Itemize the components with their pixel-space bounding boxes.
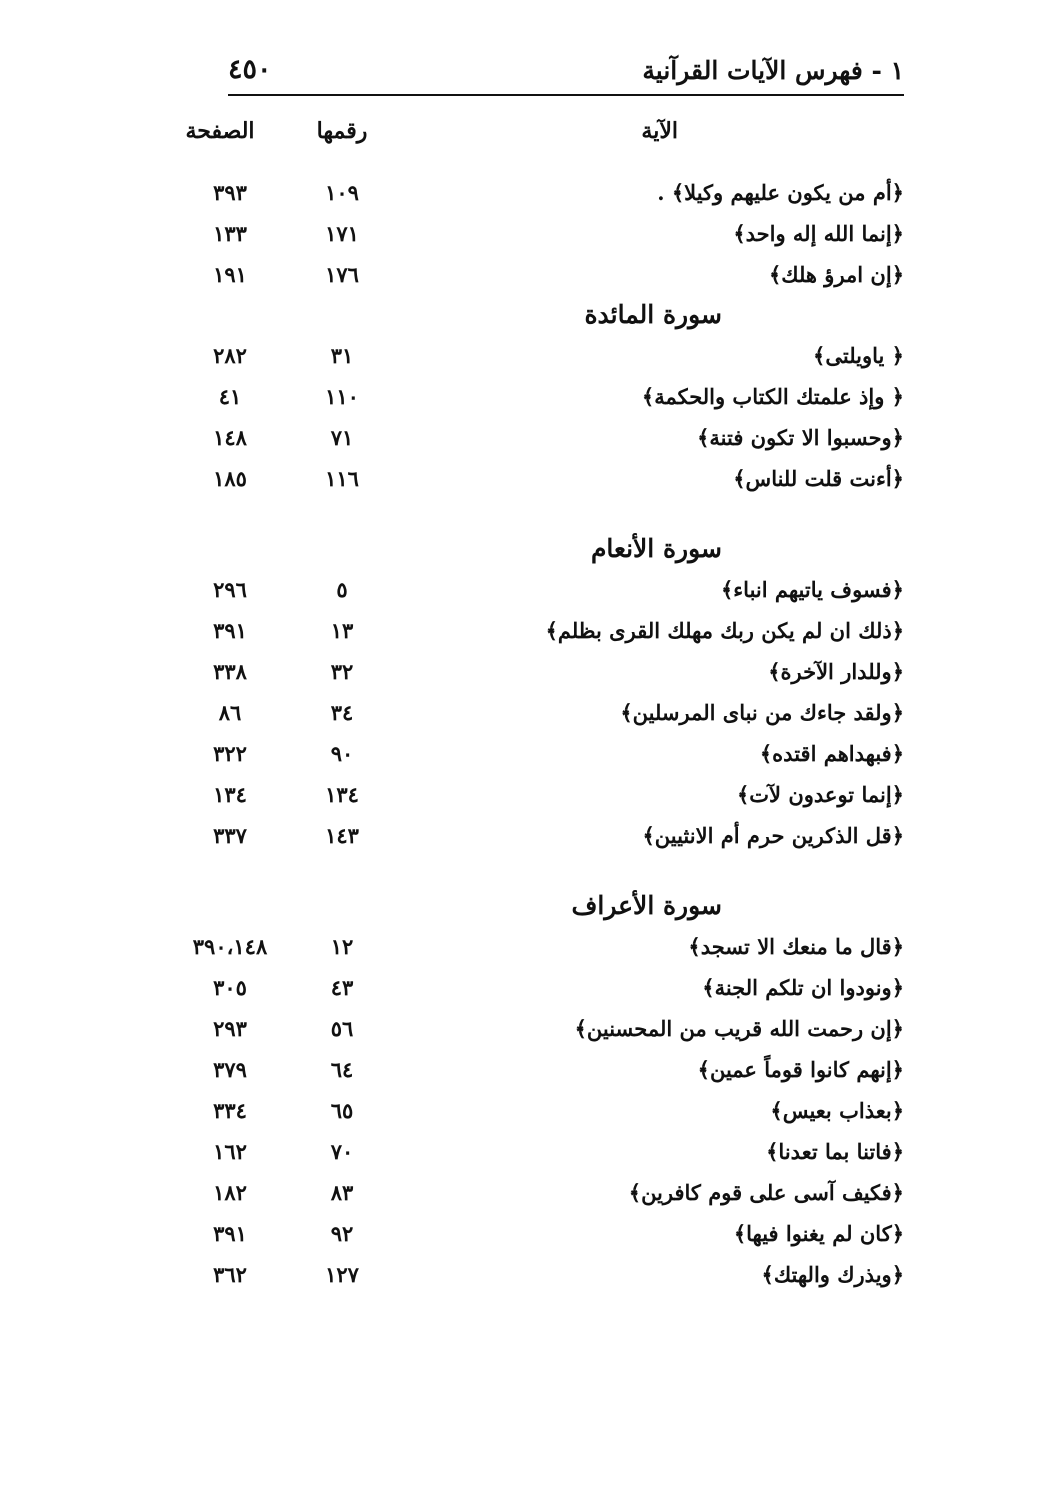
verse-index-table (0, 172, 1038, 1295)
surah-section (0, 295, 1038, 499)
verse-text: ﴿إنهم كانوا قوماً عمين﴾ (697, 1057, 904, 1082)
index-row (0, 1213, 1038, 1254)
verse-number: ٥ (336, 577, 348, 602)
index-row (0, 1172, 1038, 1213)
verse-text: ﴿ويذرك والهتك﴾ (761, 1262, 904, 1287)
index-row (0, 376, 1038, 417)
verse-number: ١٣٤ (325, 782, 359, 807)
page-reference: ٨٦ (218, 700, 242, 725)
index-row (0, 335, 1038, 376)
page-reference: ٣٣٤ (213, 1098, 247, 1123)
verse-text: ﴿وللدار الآخرة﴾ (768, 659, 904, 684)
verse-text: ﴿فبهداهم اقتده﴾ (759, 741, 904, 766)
page-reference: ٣٣٨ (213, 659, 247, 684)
index-row (0, 610, 1038, 651)
verse-number: ٦٤ (330, 1057, 354, 1082)
verse-number: ٥٦ (330, 1016, 354, 1041)
verse-text: ﴿إن رحمت الله قريب من المحسنين﴾ (574, 1016, 904, 1041)
column-header-page: الصفحة (185, 118, 255, 144)
verse-number: ٣٤ (330, 700, 354, 725)
page-reference: ١٣٤ (213, 782, 247, 807)
verse-text: ﴿بعذاب بعيس﴾ (770, 1098, 904, 1123)
verse-text: ﴿فكيف آسى على قوم كافرين﴾ (628, 1180, 904, 1205)
index-row (0, 254, 1038, 295)
page-header (228, 52, 904, 96)
page-reference: ١٣٣ (213, 221, 247, 246)
section-gap (0, 856, 1038, 886)
verse-number: ١٧٦ (325, 262, 359, 287)
index-row (0, 1254, 1038, 1295)
index-row (0, 733, 1038, 774)
verse-text: ﴿كان لم يغنوا فيها﴾ (733, 1221, 904, 1246)
verse-number: ١٤٣ (325, 823, 359, 848)
index-row (0, 1131, 1038, 1172)
page-reference: ٣٢٢ (213, 741, 247, 766)
verse-text: ﴿فاتنا بما تعدنا﴾ (766, 1139, 904, 1164)
index-row (0, 926, 1038, 967)
index-row (0, 692, 1038, 733)
page-reference: ٢٩٣ (213, 1016, 247, 1041)
page-reference: ٣٠٥ (213, 975, 247, 1000)
verse-text: ﴿أم من يكون عليهم وكيلا﴾ . (657, 180, 904, 205)
index-row (0, 1090, 1038, 1131)
page-reference: ٤١ (218, 384, 242, 409)
verse-text: ﴿ ياويلتى﴾ (813, 343, 904, 368)
page-reference: ٣٦٢ (213, 1262, 247, 1287)
verse-text: ﴿إنما الله إله واحد﴾ (733, 221, 904, 246)
surah-section (0, 499, 1038, 856)
page-number: ٤٥٠ (228, 54, 272, 85)
verse-text: ﴿وحسبوا الا تكون فتنة﴾ (697, 425, 904, 450)
page-reference: ٣٩١ (213, 618, 247, 643)
column-header-number: رقمها (316, 118, 368, 144)
page-reference: ٣٩١ (213, 1221, 247, 1246)
page-reference: ٣٩٠،١٤٨ (192, 934, 268, 959)
index-row (0, 417, 1038, 458)
index-row (0, 651, 1038, 692)
verse-number: ١٧١ (325, 221, 359, 246)
page-reference: ٢٩٦ (213, 577, 247, 602)
index-row (0, 774, 1038, 815)
verse-text: ﴿ولقد جاءك من نباى المرسلين﴾ (620, 700, 904, 725)
verse-number: ٦٥ (330, 1098, 354, 1123)
verse-number: ٩٢ (330, 1221, 354, 1246)
verse-number: ٣٢ (330, 659, 354, 684)
section-gap (0, 499, 1038, 529)
surah-title: سورة الأعراف (571, 891, 722, 920)
verse-number: ٩٠ (330, 741, 354, 766)
surah-title: سورة المائدة (584, 300, 722, 329)
verse-number: ١٢٧ (325, 1262, 359, 1287)
page-reference: ١٨٢ (213, 1180, 247, 1205)
page-reference: ٣٩٣ (213, 180, 247, 205)
verse-text: ﴿ونودوا ان تلكم الجنة﴾ (702, 975, 904, 1000)
page-reference: ٢٨٢ (213, 343, 247, 368)
verse-number: ٨٣ (330, 1180, 354, 1205)
index-row (0, 1008, 1038, 1049)
verse-number: ٧١ (330, 425, 354, 450)
index-row (0, 967, 1038, 1008)
index-row (0, 569, 1038, 610)
index-row (0, 1049, 1038, 1090)
index-row (0, 213, 1038, 254)
verse-number: ١١٠ (325, 384, 359, 409)
page-reference: ٣٧٩ (213, 1057, 247, 1082)
page-reference: ١٨٥ (213, 466, 247, 491)
verse-text: ﴿قل الذكرين حرم أم الانثيين﴾ (642, 823, 904, 848)
verse-text: ﴿قال ما منعك الا تسجد﴾ (688, 934, 904, 959)
surah-title: سورة الأنعام (590, 534, 722, 563)
verse-number: ١٠٩ (325, 180, 359, 205)
verse-number: ٧٠ (330, 1139, 354, 1164)
verse-number: ١٢ (330, 934, 354, 959)
verse-text: ﴿ذلك ان لم يكن ربك مهلك القرى بظلم﴾ (545, 618, 904, 643)
verse-number: ٣١ (330, 343, 354, 368)
page-reference: ١٩١ (213, 262, 247, 287)
index-title: ١ - فهرس الآيات القرآنية (642, 56, 904, 85)
verse-text: ﴿إنما توعدون لآت﴾ (736, 782, 904, 807)
verse-text: ﴿أءنت قلت للناس﴾ (733, 466, 904, 491)
verse-number: ١١٦ (325, 466, 359, 491)
verse-number: ٤٣ (330, 975, 354, 1000)
page-reference: ١٤٨ (213, 425, 247, 450)
surah-section (0, 172, 1038, 295)
surah-section (0, 856, 1038, 1295)
verse-number: ١٣ (330, 618, 354, 643)
index-row (0, 458, 1038, 499)
index-row (0, 172, 1038, 213)
verse-text: ﴿إن امرؤ هلك﴾ (768, 262, 904, 287)
column-header-verse: الآية (641, 118, 678, 144)
verse-text: ﴿ وإذ علمتك الكتاب والحكمة﴾ (641, 384, 904, 409)
verse-text: ﴿فسوف ياتيهم انباء﴾ (721, 577, 904, 602)
page-reference: ١٦٢ (213, 1139, 247, 1164)
page-reference: ٣٣٧ (213, 823, 247, 848)
index-row (0, 815, 1038, 856)
